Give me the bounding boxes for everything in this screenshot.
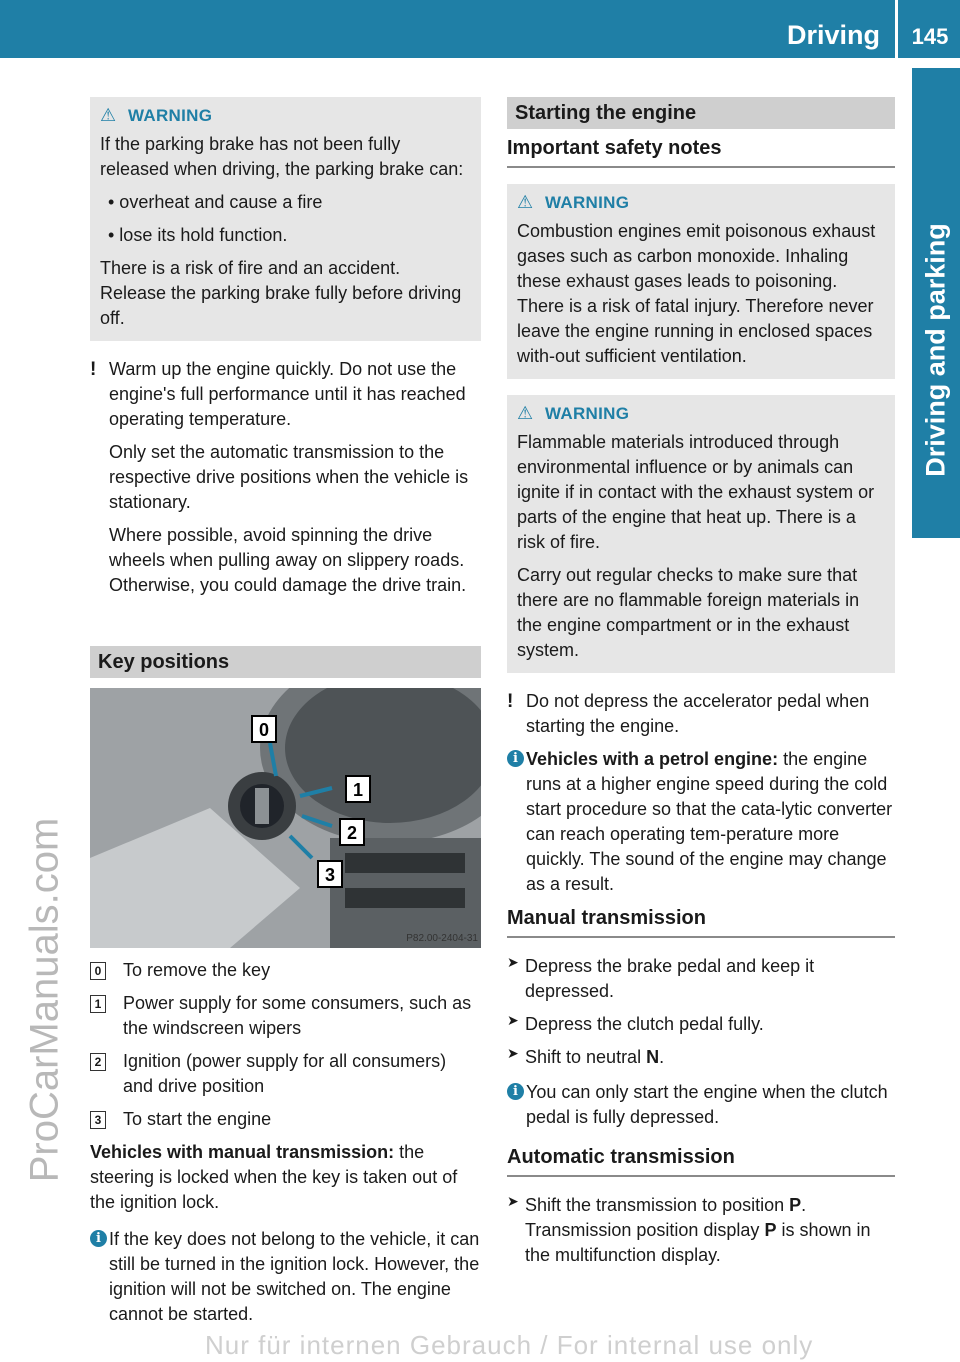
- step-arrow-icon: ➤: [507, 1012, 519, 1028]
- callout-2: 2: [346, 823, 358, 843]
- warning-label: WARNING: [545, 404, 630, 423]
- key-number-badge: 3: [90, 1111, 106, 1129]
- info-body: the engine runs at a higher engine speed during the cold start procedure so that the cata-lytic converter can reach operating tem-perature more quickly. The sound of the engine may change as a result.: [526, 749, 893, 894]
- step-text: [525, 1193, 895, 1268]
- step-text: Depress the brake pedal and keep it depressed.: [525, 956, 815, 1001]
- warning-text: If the parking brake has not been fully released when driving, the parking brake can:: [100, 134, 464, 179]
- key-position-item: [90, 958, 481, 983]
- warning-heading: [517, 403, 885, 424]
- step-text: [525, 1045, 895, 1070]
- callout-3: 3: [324, 865, 336, 885]
- section-title-key-positions: Key positions: [90, 646, 481, 678]
- footer-notice: Nur für internen Gebrauch / For internal use only: [205, 1330, 814, 1360]
- note-text: Do not depress the accelerator pedal when starting the engine.: [526, 691, 870, 736]
- info-note: [507, 1080, 895, 1130]
- header-section-title: Driving: [786, 20, 880, 50]
- exclamation-icon: !: [90, 359, 97, 380]
- step-arrow-icon: ➤: [507, 954, 519, 970]
- warning-label: WARNING: [545, 193, 630, 212]
- key-position-text: Power supply for some consumers, such as the windscreen wipers: [123, 993, 472, 1038]
- warning-triangle-icon: ⚠: [517, 403, 534, 423]
- info-icon: i: [507, 750, 524, 767]
- step-arrow-icon: ➤: [507, 1193, 519, 1209]
- ignition-lock-figure: [90, 688, 481, 948]
- gear-position-label: P: [764, 1220, 777, 1240]
- warning-box-exhaust: [507, 184, 895, 379]
- ignition-lock-illustration: [90, 688, 481, 948]
- manual-transmission-text: [90, 1140, 481, 1215]
- key-position-item: [90, 1049, 481, 1099]
- instruction-step: [507, 1193, 895, 1268]
- step-text-part: .: [659, 1047, 665, 1067]
- info-text: If the key does not belong to the vehicle, it can still be turned in the ignition lock. However, the ignition will not be switched on. The engine cannot be started.: [109, 1229, 480, 1324]
- instruction-step: [507, 954, 895, 1004]
- info-note: [90, 1227, 481, 1327]
- subheading-manual-transmission: Manual transmission: [507, 905, 895, 938]
- key-number-badge: 2: [90, 1053, 106, 1071]
- key-position-text: Ignition (power supply for all consumers) and drive position: [123, 1051, 447, 1096]
- note-text: Only set the automatic transmission to the respective drive positions when the vehicle is stationary.: [109, 442, 469, 512]
- warning-bullet: • lose its hold function.: [108, 225, 288, 245]
- callout-1: 1: [352, 780, 364, 800]
- instruction-step: [507, 1012, 895, 1037]
- manual-transmission-label: Vehicles with manual transmission:: [90, 1142, 395, 1162]
- warning-heading: [100, 105, 471, 126]
- subheading-safety-notes: Important safety notes: [507, 135, 895, 168]
- step-text-part: . Transmission position display: [525, 1195, 807, 1240]
- step-text-part: Shift the transmission to position: [525, 1195, 790, 1215]
- watermark: ProCarManuals.com: [22, 817, 67, 1183]
- callout-0: 0: [258, 720, 270, 740]
- side-tab-label: Driving and parking: [920, 223, 951, 477]
- instruction-step: [507, 1045, 895, 1070]
- info-note: [507, 747, 895, 897]
- warning-text: Flammable materials introduced through environmental influence or by animals can ignite if in contact with the exhaust system or parts of the engine that heat up. There is a risk of fire.: [517, 432, 875, 552]
- key-number-badge: 1: [90, 995, 106, 1013]
- step-text-part: is shown in the multifunction display.: [525, 1220, 871, 1265]
- key-position-text: To start the engine: [123, 1109, 272, 1129]
- step-text-part: Shift to neutral: [525, 1047, 647, 1067]
- manual-transmission-body: the steering is locked when the key is taken out of the ignition lock.: [90, 1142, 458, 1212]
- key-number-badge: 0: [90, 962, 106, 980]
- warning-triangle-icon: ⚠: [100, 105, 117, 125]
- note-text: Warm up the engine quickly. Do not use the engine's full performance until it has reached operating temperature.: [109, 359, 466, 429]
- key-position-text: To remove the key: [123, 960, 271, 980]
- caution-note: [507, 689, 895, 739]
- right-column: [507, 97, 895, 1276]
- step-text: Depress the clutch pedal fully.: [525, 1014, 764, 1034]
- info-icon: i: [90, 1230, 107, 1247]
- page-number: 145: [911, 24, 949, 49]
- exclamation-icon: !: [507, 691, 514, 712]
- gear-position-label: P: [789, 1195, 802, 1215]
- warning-heading: [517, 192, 885, 213]
- step-arrow-icon: ➤: [507, 1045, 519, 1061]
- warning-text: Carry out regular checks to make sure that there are no flammable foreign materials in the engine compartment or in the exhaust system.: [517, 565, 860, 660]
- warning-text: Combustion engines emit poisonous exhaust gases such as carbon monoxide. Inhaling these exhaust gases leads to poisoning. There is a risk of fatal injury. Therefore never leave the engine running in enclosed spaces with-out sufficient ventilation.: [517, 221, 876, 366]
- warning-label: WARNING: [128, 106, 213, 125]
- warning-bullet: • overheat and cause a fire: [108, 192, 323, 212]
- key-position-item: [90, 991, 481, 1041]
- warning-text: There is a risk of fire and an accident. Release the parking brake fully before driving off.: [100, 258, 462, 328]
- header-divider: [895, 0, 898, 58]
- info-icon: i: [507, 1083, 524, 1100]
- caution-note: [90, 357, 481, 598]
- note-text: Where possible, avoid spinning the drive wheels when pulling away on slippery roads. Otherwise, you could damage the drive train.: [109, 525, 467, 595]
- section-title-starting-engine: Starting the engine: [507, 97, 895, 129]
- page-header: [0, 0, 960, 58]
- figure-code: P82.00-2404-31: [406, 933, 478, 944]
- key-position-item: [90, 1107, 481, 1132]
- info-bold-label: Vehicles with a petrol engine:: [526, 749, 779, 769]
- info-text: You can only start the engine when the clutch pedal is fully depressed.: [526, 1082, 888, 1127]
- warning-triangle-icon: ⚠: [517, 192, 534, 212]
- gear-position-label: N: [646, 1047, 660, 1067]
- subheading-automatic-transmission: Automatic transmission: [507, 1144, 895, 1177]
- left-column: [90, 97, 481, 1335]
- info-text: [526, 747, 895, 897]
- warning-box-flammable: [507, 395, 895, 673]
- warning-box-parking-brake: [90, 97, 481, 341]
